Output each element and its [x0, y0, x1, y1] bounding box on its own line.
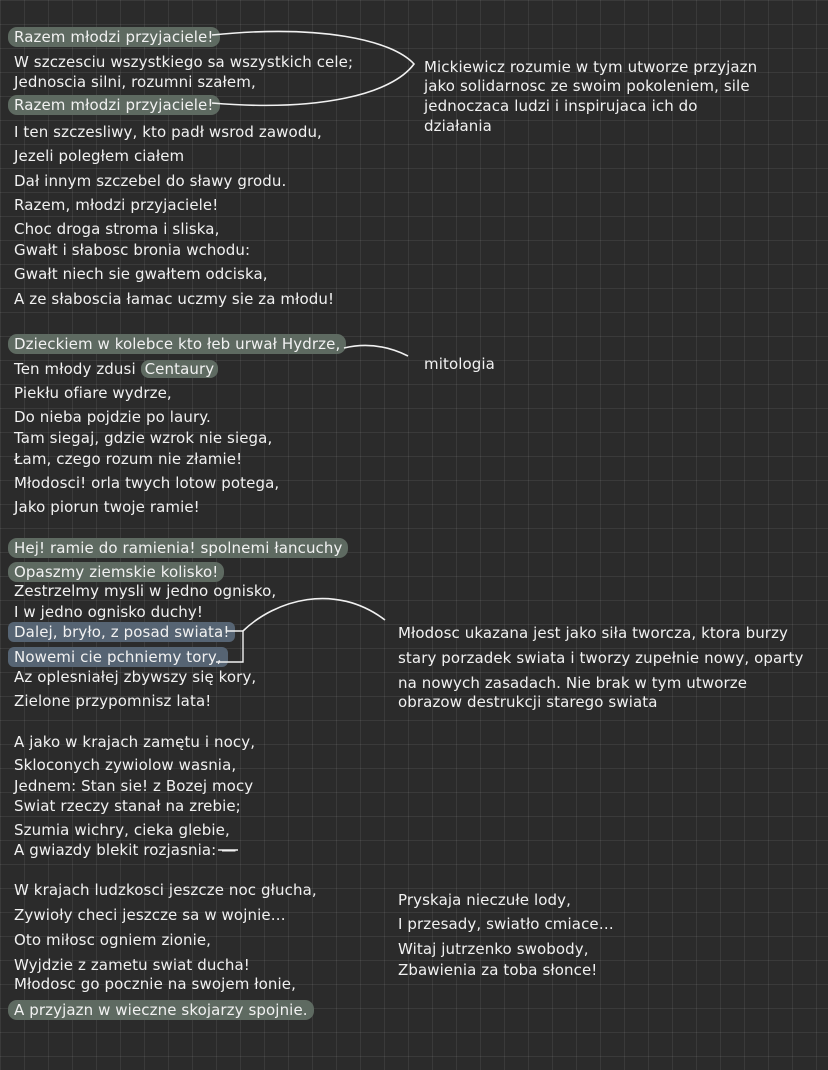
poem-line: Gwałt niech sie gwałtem odciska, — [14, 265, 268, 283]
highlighted-line: Razem młodzi przyjaciele! — [8, 27, 220, 47]
highlighted-line: Razem młodzi przyjaciele! — [8, 95, 220, 115]
poem-line: Łam, czego rozum nie złamie! — [14, 450, 243, 468]
note-line: działania — [424, 117, 492, 135]
connector-mythology — [344, 345, 408, 356]
poem-line: A jako w krajach zamętu i nocy, — [14, 733, 256, 751]
poem-line: Szumia wichry, cieka glebie, — [14, 821, 230, 839]
note-line: jako solidarnosc ze swoim pokoleniem, sile — [424, 77, 750, 95]
poem-line: Choc droga stroma i sliska, — [14, 220, 220, 238]
poem-line: Zbawienia za toba słonce! — [398, 961, 598, 979]
poem-line: I w jedno ognisko duchy! — [14, 603, 203, 621]
poem-line: Wyjdzie z zametu swiat ducha! — [14, 956, 250, 974]
poem-line: Zywioły checi jeszcze sa w wojnie… — [14, 906, 286, 924]
poem-line: Jako piorun twoje ramie! — [14, 498, 200, 516]
highlighted-line: Dzieckiem w kolebce kto łeb urwał Hydrze, — [8, 334, 346, 354]
poem-line: Młodosc go pocznie na swojem łonie, — [14, 975, 296, 993]
highlighted-word: Centaury — [141, 360, 219, 378]
poem-line: I ten szczesliwy, kto padł wsrod zawodu, — [14, 123, 322, 141]
note-mythology: mitologia — [424, 355, 495, 373]
poem-line: W krajach ludzkosci jeszcze noc głucha, — [14, 881, 317, 899]
poem-line: Skloconych zywiolow wasnia, — [14, 756, 237, 774]
note-line: stary porzadek swiata i tworzy zupełnie nowy, oparty — [398, 649, 804, 667]
highlighted-line: Hej! ramie do ramienia! spolnemi łancuchy — [8, 538, 348, 558]
poem-line: Oto miłosc ogniem zionie, — [14, 931, 212, 949]
note-line: jednoczaca ludzi i inspirujaca ich do — [424, 97, 698, 115]
poem-line: Jednem: Stan sie! z Bozej mocy — [14, 777, 254, 795]
poem-line: Do nieba pojdzie po laury. — [14, 408, 211, 426]
poem-line: Gwałt i słabosc bronia wchodu: — [14, 241, 251, 259]
highlighted-line-blue: Nowemi cie pchniemy tory, — [8, 647, 228, 667]
poem-line: Jezeli poległem ciałem — [14, 147, 185, 165]
poem-line: I przesady, swiatło cmiace… — [398, 915, 614, 933]
poem-line: W szczesciu wszystkiego sa wszystkich cele; — [14, 53, 354, 71]
poem-line: Piekłu ofiare wydrze, — [14, 384, 172, 402]
highlighted-line-blue: Dalej, bryło, z posad swiata! — [8, 622, 235, 642]
note-line: Młodosc ukazana jest jako siła tworcza, ktora burzy — [398, 624, 789, 642]
poem-line: A ze słaboscia łamac uczmy sie za młodu! — [14, 290, 335, 308]
poem-line: Razem, młodzi przyjaciele! — [14, 196, 219, 214]
poem-line: Tam siegaj, gdzie wzrok nie siega, — [14, 429, 273, 447]
note-line: na nowych zasadach. Nie brak w tym utworze — [398, 674, 748, 692]
poem-line: Swiat rzeczy stanał na zrebie; — [14, 797, 241, 815]
poem-line: Witaj jutrzenko swobody, — [398, 940, 589, 958]
poem-line: Młodosci! orla twych lotow potega, — [14, 474, 280, 492]
poem-line: Zielone przypomnisz lata! — [14, 692, 212, 710]
poem-line — [14, 360, 218, 378]
poem-line: Az oplesniałej zbywszy się kory, — [14, 668, 257, 686]
poem-line: A gwiazdy blekit rozjasnia: — — [14, 841, 237, 859]
poem-text: Ten młody zdusi — [14, 360, 141, 378]
highlighted-line: Opaszmy ziemskie kolisko! — [8, 562, 224, 582]
note-line: Mickiewicz rozumie w tym utworze przyjazn — [424, 58, 758, 76]
poem-line: Jednoscia silni, rozumni szałem, — [14, 73, 256, 91]
highlighted-line: A przyjazn w wieczne skojarzy spojnie. — [8, 1000, 314, 1020]
poem-line: Pryskaja nieczułe lody, — [398, 891, 571, 909]
poem-line: Zestrzelmy mysli w jedno ognisko, — [14, 582, 277, 600]
note-line: obrazow destrukcji starego swiata — [398, 693, 658, 711]
connector-youth — [243, 599, 385, 631]
poem-line: Dał innym szczebel do sławy grodu. — [14, 172, 287, 190]
